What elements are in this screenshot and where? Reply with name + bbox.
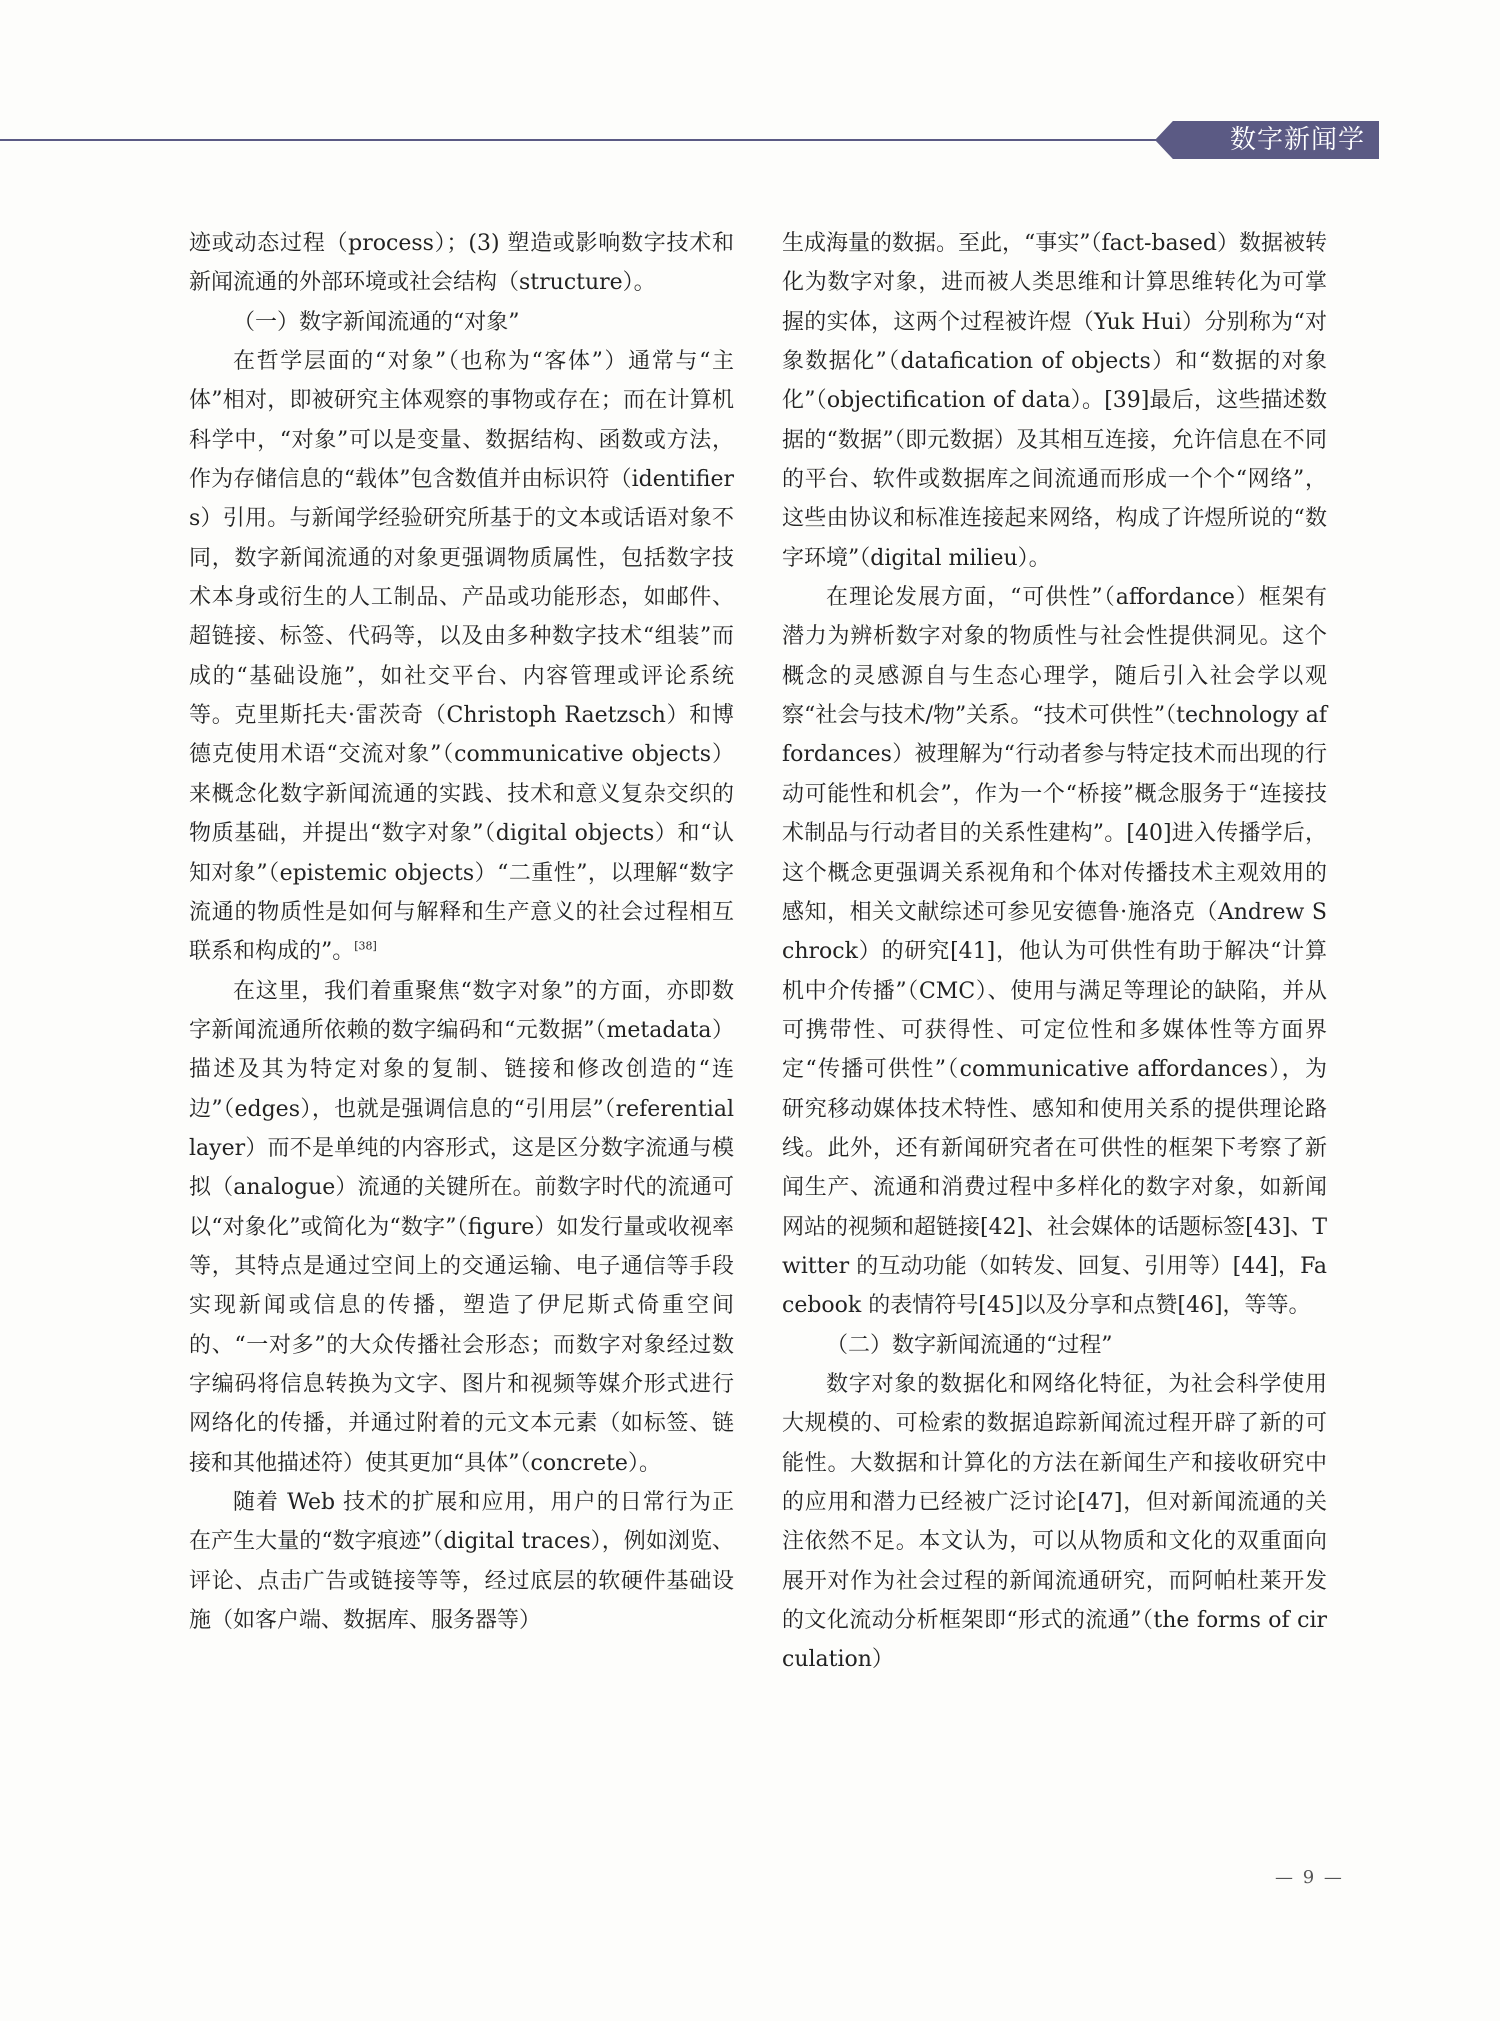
paragraph: 数字对象的数据化和网络化特征，为社会科学使用大规模的、可检索的数据追踪新闻流过程开辟了新的可能性。大数据和计算化的方法在新闻生产和接收研究中的应用和潜力已经被广泛讨论[47]，但对新闻流通的关注依然不足。本文认为，可以从物质和文化的双重面向展开对作为社会过程的新闻流通研究，而阿帕杜莱开发的文化流动分析框架即“形式的流通”（the forms of circulation） [782,1371,1327,1673]
left-column [189,224,734,1640]
paragraph: 在理论发展方面，“可供性”（affordance）框架有潜力为辨析数字对象的物质性与社会性提供洞见。这个概念的灵感源自与生态心理学，随后引入社会学以观察“社会与技术/物”关系。“技术可供性”（technology affordances）被理解为“行动者参与特定技术而出现的行动可能性和机会”，作为一个“桥接”概念服务于“连接技术制品与行动者目的关系性建构”。[40]进入传播学后，这个概念更强调关系视角和个体对传播技术主观效用的感知，相关文献综述可参见安德鲁·施洛克（Andrew Schrock）的研究[41]，他认为可供性有助于解决“计算机中介传播”（CMC）、使用与满足等理论的缺陷，并从可携带性、可获得性、可定位性和多媒体性等方面界定“传播可供性”（communicative affordances），为研究移动媒体技术特性、感知和使用关系的提供理论路线。此外，还有新闻研究者在可供性的框架下考察了新闻生产、流通和消费过程中多样化的数字对象，如新闻网站的视频和超链接[42]、社会媒体的话题标签[43]、Twitter 的互动功能（如转发、回复、引用等）[44]，Facebook 的表情符号[45]以及分享和点赞[46]，等等。 [782,585,1327,1319]
header-rule [0,139,1165,141]
section-title: 数字新闻学 [1230,125,1366,155]
citation-ref: [38] [354,939,377,953]
page-number: — 9 — [1275,1867,1344,1888]
paragraph: 随着 Web 技术的扩展和应用，用户的日常行为正在产生大量的“数字痕迹”（digital traces），例如浏览、评论、点击广告或链接等等，经过底层的软硬件基础设施（如客户端、数据库、服务器等） [189,1490,734,1634]
subsection-heading: （一）数字新闻流通的“对象” [233,309,520,335]
paragraph: 在哲学层面的“对象”（也称为“客体”）通常与“主体”相对，即被研究主体观察的事物或存在；而在计算机科学中，“对象”可以是变量、数据结构、函数或方法，作为存储信息的“载体”包含数值并由标识符（identifiers）引用。与新闻学经验研究所基于的文本或话语对象不同，数字新闻流通的对象更强调物质属性，包括数字技术本身或衍生的人工制品、产品或功能形态，如邮件、超链接、标签、代码等，以及由多种数字技术“组装”而成的“基础设施”，如社交平台、内容管理或评论系统等。克里斯托夫·雷茨奇（Christoph Raetzsch）和博德克使用术语“交流对象”（communicative objects）来概念化数字新闻流通的实践、技术和意义复杂交织的物质基础，并提出“数字对象”（digital objects）和“认知对象”（epistemic objects）“二重性”，以理解“数字流通的物质性是如何与解释和生产意义的社会过程相互联系和构成的”。[38] [189,349,734,965]
right-column [782,224,1327,1680]
subsection-heading: （二）数字新闻流通的“过程” [826,1332,1113,1358]
paragraph: 生成海量的数据。至此，“事实”（fact-based）数据被转化为数字对象，进而被人类思维和计算思维转化为可掌握的实体，这两个过程被许煜（Yuk Hui）分别称为“对象数据化”（datafication of objects）和“数据的对象化”（objectification of data）。[39]最后，这些描述数据的“数据”（即元数据）及其相互连接，允许信息在不同的平台、软件或数据库之间流通而形成一个个“网络”，这些由协议和标准连接起来网络，构成了许煜所说的“数字环境”（digital milieu）。 [782,231,1327,571]
paragraph: 在这里，我们着重聚焦“数字对象”的方面，亦即数字新闻流通所依赖的数字编码和“元数据”（metadata）描述及其为特定对象的复制、链接和修改创造的“连边”（edges），也就是强调信息的“引用层”（referential layer）而不是单纯的内容形式，这是区分数字流通与模拟（analogue）流通的关键所在。前数字时代的流通可以“对象化”或简化为“数字”（figure）如发行量或收视率等，其特点是通过空间上的交通运输、电子通信等手段实现新闻或信息的传播，塑造了伊尼斯式倚重空间的、“一对多”的大众传播社会形态；而数字对象经过数字编码将信息转换为文字、图片和视频等媒介形式进行网络化的传播，并通过附着的元文本元素（如标签、链接和其他描述符）使其更加“具体”（concrete）。 [189,978,734,1476]
paragraph: 迹或动态过程（process）；(3) 塑造或影响数字技术和新闻流通的外部环境或社会结构（structure）。 [189,231,734,296]
